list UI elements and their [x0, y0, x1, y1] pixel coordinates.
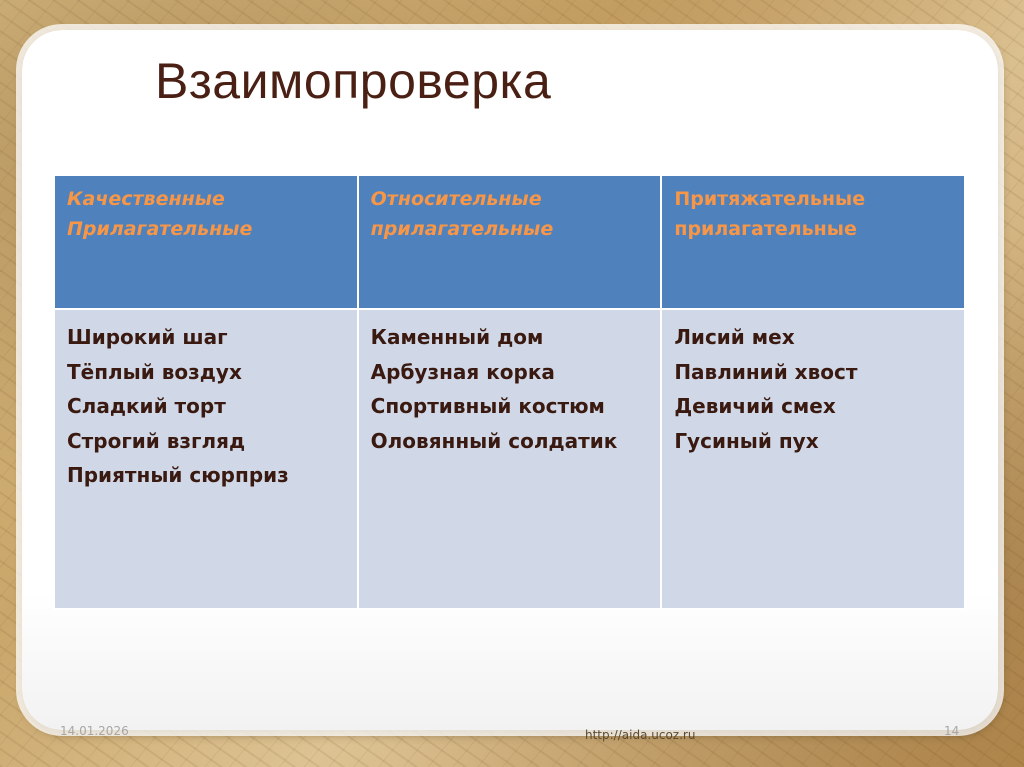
header-line: Прилагательные — [67, 218, 253, 240]
header-qualitative — [54, 175, 358, 309]
header-possessive — [661, 175, 965, 309]
header-line: Качественные — [67, 188, 225, 210]
footer-url[interactable]: http://aida.ucoz.ru — [585, 728, 696, 742]
header-line: прилагательные — [370, 218, 554, 240]
slide-title: Взаимопроверка — [155, 53, 552, 109]
list-item: Девичий смех — [674, 394, 836, 418]
table-body-row — [54, 309, 965, 609]
list-item: Приятный сюрприз — [67, 463, 289, 487]
list-item: Сладкий торт — [67, 394, 226, 418]
list-item: Тёплый воздух — [67, 359, 242, 384]
adjectives-table — [53, 174, 966, 610]
header-line: прилагательные — [674, 218, 857, 240]
footer-date: 14.01.2026 — [60, 724, 129, 738]
header-relative — [358, 175, 662, 309]
table-header-row — [54, 175, 965, 309]
header-line: Относительные — [370, 188, 542, 210]
column-relative — [358, 309, 662, 609]
list-item: Оловянный солдатик — [370, 428, 618, 453]
list-item: Широкий шаг — [67, 325, 228, 349]
list-item: Гусиный пух — [674, 428, 819, 453]
header-line: Притяжательные — [674, 188, 866, 210]
list-item: Павлиний хвост — [674, 359, 858, 384]
column-qualitative — [54, 309, 358, 609]
list-item: Спортивный костюм — [370, 394, 605, 418]
list-item: Лисий мех — [674, 325, 795, 349]
column-possessive — [661, 309, 965, 609]
page-number: 14 — [944, 724, 960, 738]
list-item: Арбузная корка — [370, 359, 555, 384]
list-item: Каменный дом — [370, 325, 544, 349]
list-item: Строгий взгляд — [67, 428, 246, 453]
